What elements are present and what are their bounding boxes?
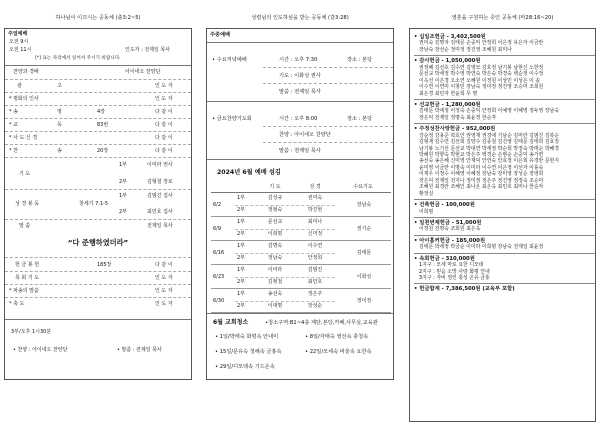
offering-names: 황정실 (419, 190, 434, 197)
weekday-title: 주중예배 (210, 32, 231, 38)
offering-title: • 감사헌금 - 1,050,000원 (414, 58, 481, 65)
wed-word: 말씀 : 전제일 목사 (279, 89, 321, 95)
order-row-d: 다 같 이 (155, 109, 173, 115)
offering-names: 문선교 박세정 박수영 박연숙 박은숙 박경숙 백순정 이수정 (419, 71, 544, 78)
offerings-box (409, 28, 596, 422)
column-weekday-service (206, 0, 394, 424)
offering-names: 김형재 김수연 김선희 김양수 김종철 김진영 김태문 김태희 김효정 (419, 139, 559, 146)
column-sunday-service (4, 0, 192, 424)
scripture-round-2: 2부 (119, 209, 128, 215)
schedule-title: 2024년 6월 예배 섬김 (217, 169, 281, 176)
schedule-head: 수요기도 (353, 183, 373, 190)
offering-section (414, 253, 595, 284)
offering-title: • 일천번제헌금 - 51,000원 (414, 220, 482, 227)
schedule-wednesday: 정미정 (356, 298, 372, 304)
offering-names: 최은경 최민자 한윤희 무 명 (419, 90, 478, 97)
column-offerings (409, 0, 596, 424)
clean-week-3: • 29일/디모데속 기드온속 (215, 364, 275, 370)
offering-names: 박혜원 박향숙 박현교 박은주 백경순 손병순 손중익 송기련 (419, 152, 544, 158)
offering-section (414, 217, 595, 235)
scripture-name-2: 최민호 집사 (147, 209, 173, 215)
schedule-round: 2부 (237, 279, 246, 285)
schedule-prayer: 문선교 (267, 219, 283, 225)
offering-names: 1지구 : 모세 마로 요한 디모데 (419, 262, 484, 269)
offering-title: • 아이홈커헌금 - 185,000원 (414, 237, 486, 244)
schedule-scripture: 정은주 (307, 291, 323, 297)
order-row-d: 인 도 자 (155, 83, 173, 89)
order2-row-c: 185장 (97, 262, 112, 268)
offering-list (414, 32, 595, 295)
scripture-round-1: 1부 (119, 193, 128, 199)
schedule-header-row (211, 182, 391, 192)
schedule-prayer: 김성규 (267, 195, 283, 201)
schedule-date: 6/9 (213, 226, 222, 232)
hymn-leader: 아이네오 찬양단 (125, 69, 161, 75)
order-row-c: 83번 (97, 122, 109, 128)
offering-title: • 주정성찬사랑헌금 - 952,000원 (414, 126, 496, 133)
order2-row-a: * 축 도 (9, 301, 25, 307)
order2-row-d: 인 도 자 (155, 275, 173, 281)
afternoon-service: 3부/오후 1시30분 (11, 329, 52, 335)
order-row-b: 독 (57, 122, 62, 128)
offering-section (414, 32, 595, 55)
schedule-date: 6/23 (213, 274, 225, 280)
offering-names: 권미숙 김명자 김태문 손중익 안정희 이은정 유은자 이금란 (419, 40, 544, 47)
offering-names: 이수연 이연미 이창민 장남숙 정미정 정진영 조승미 조희원 (419, 84, 544, 91)
clean-week-1: • 1일/박태숙 화평속 안내미 (215, 334, 279, 340)
offering-section (414, 55, 595, 99)
wed-service-name: • 수요저녁예배 (212, 57, 247, 63)
schedule-body (211, 193, 391, 313)
fri-praise: 찬양 : 아이네오 찬양단 (279, 132, 331, 138)
clean-title: 6월 교회청소 (213, 319, 249, 326)
schedule-round: 2부 (237, 303, 246, 309)
wed-service-time: 시간 : 오후 7:30 (279, 57, 318, 63)
schedule-round: 1부 (237, 243, 246, 249)
order-row-a: 광 (17, 83, 22, 89)
offering-names: 2지구 : 믿음 소망 사랑 화평 안내 (419, 268, 490, 275)
schedule-group (211, 289, 391, 313)
schedule-group (211, 265, 391, 289)
standing-note: [*] 표는 자리에서 일어서 주시기 바랍니다. (35, 56, 121, 61)
order2-row-d: 인 도 자 (155, 301, 173, 307)
offering-names: 김태문 박세정 박금순 이미라 이희평 장남숙 전제일 최윤정 (419, 244, 544, 251)
schedule-scripture: 장성순 (307, 303, 323, 309)
order-row-a: * 평화의 인사 (9, 96, 39, 102)
service-time-2: 오전 11시 (9, 47, 32, 53)
service-time-1: 오전 9시 (9, 39, 29, 45)
scripture-name-1: 김범진 집사 (147, 193, 173, 199)
offering-names: 장은덕 전제일 정명숙 최윤정 한순자 (419, 114, 497, 121)
col3-header: 영혼을 구원하는 증인 공동체 (마28:16~20) (451, 15, 554, 21)
schedule-group (211, 193, 391, 217)
scripture-ref: 창세기 7:1-5 (79, 201, 109, 207)
order-row-c: 20장 (97, 148, 109, 154)
schedule-head (235, 182, 255, 192)
offering-names: 이재우 이정수 이혜영 이혜정 장남숙 장미영 장성순 장영희 (419, 171, 544, 178)
order2-row-d: 인 도 자 (155, 288, 173, 294)
afternoon-word: • 말씀 : 전제일 목사 (117, 347, 162, 353)
schedule-round: 2부 (237, 207, 246, 213)
offering-names: 장남숙 장선순 정미정 정진영 조혜원 최미나 (419, 46, 512, 53)
clean-note: •청소구역:B1~4층 계단,본당,카페,사무실,교육관 (265, 320, 378, 326)
offering-names: 남기봉 노기선 문선교 박대연 박세정 박순희 박정숙 박태순 박혜경 (419, 145, 559, 152)
schedule-head: 성 경 (309, 183, 321, 190)
offering-names: 이희평 (419, 208, 434, 215)
order2-row-a: 헌 금 봉 헌 (15, 262, 40, 268)
offering-title: • 건축헌금 - 100,000원 (414, 202, 475, 209)
schedule-scripture: 김범진 (307, 267, 323, 273)
offering-names: 강순정 강용준 곽호인 권영재 권경애 기남순 김미란 김범진 김복순 (419, 132, 559, 139)
fri-word: 말씀 : 전제일 목사 (279, 148, 321, 154)
afternoon-praise: • 찬양 : 아이네오 찬양단 (13, 347, 68, 353)
clean-team-1: • 8일/자태숙 영선속 충청속 (305, 334, 369, 340)
schedule-date: 6/2 (213, 202, 222, 208)
order-row-b: 고 (57, 83, 62, 89)
wed-prayer: 기도 : 이화성 권사 (279, 73, 321, 79)
offering-names: 윤미영 이금란 이명숙 이미라 이수연 이은정 이선자 이용숙 (419, 164, 544, 171)
schedule-prayer: 김형철 (267, 279, 283, 285)
prayer-label: 기 도 (19, 171, 31, 177)
wed-service-place: 장소 : 본당 (347, 57, 373, 63)
prayer-round-2: 2부 (119, 179, 128, 185)
prayer-name-2: 김형철 장로 (147, 179, 173, 185)
sunday-service-title: 주일예배 (8, 31, 28, 37)
fri-service-time: 시간 : 오후 8:00 (279, 116, 318, 122)
schedule-round: 1부 (237, 219, 246, 225)
schedule-scripture: 권미숙 (307, 195, 323, 201)
order-row-a: * 교 (9, 122, 18, 128)
order-row-b: 송 (57, 148, 62, 154)
schedule-prayer: 이희평 (267, 231, 283, 237)
schedule-prayer: 이미라 (267, 267, 283, 273)
schedule-wednesday: 장남숙 (356, 202, 372, 208)
clean-team-2: • 22일/모세숙 바울속 요한속 (305, 349, 372, 355)
offering-section (414, 199, 595, 217)
hymn-header: 찬양과 경배 (13, 69, 39, 75)
schedule-scripture: 박진현 (307, 207, 323, 213)
service-presider: 인도자 : 전제일 목사 (125, 47, 171, 53)
schedule-head (211, 182, 235, 192)
schedule-prayer: 정형숙 (267, 207, 283, 213)
offering-section (414, 123, 595, 199)
order2-row-d: 다 같 이 (155, 262, 173, 268)
scripture-label: 성 경 봉 독 (15, 201, 40, 207)
offering-names: 김태문 박세정 이정숙 손중익 안정희 이예영 이혜영 정두영 장남숙 (419, 108, 559, 115)
order-row-a: * 사 도 신 경 (9, 135, 38, 141)
sermon-label: 말 씀 (19, 223, 31, 229)
order-row-a: * 찬 (9, 148, 18, 154)
offering-names: 이옥선 이은경 오소연 오혜원 이정원 이상민 이성은 이 솔 (419, 77, 541, 84)
order-row-d: 인 도 자 (155, 96, 173, 102)
schedule-prayer: 정남숙 (267, 255, 283, 261)
schedule-scripture: 안정희 (307, 255, 323, 261)
schedule-group (211, 241, 391, 265)
schedule-table (211, 182, 391, 193)
sermon-preacher: 전제일 목사 (147, 223, 173, 229)
fri-service-place: 장소 : 본당 (347, 116, 373, 122)
schedule-head: 기 도 (269, 183, 281, 190)
offering-section (414, 283, 595, 294)
schedule-wednesday: 김태문 (356, 250, 372, 256)
offering-names: 조혜원 최경란 조혜인 최나은 최은옥 최민호 최미나 한순자 (419, 184, 544, 191)
weekday-service-box (206, 28, 394, 380)
clean-week-2: • 15일/문유숙 청해속 금홍속 (215, 349, 282, 355)
schedule-prayer: 김명숙 (267, 243, 283, 249)
offering-names: 송선숙 송은혜 신미영 안재덕 안연숙 안효정 이은희 유경란 문현지 (419, 158, 559, 165)
col2-header: 성령님의 인도하심을 받는 공동체 (갈3:28) (251, 15, 349, 21)
schedule-prayer: 송선숙 (267, 291, 283, 297)
col1-header: 하나님이 이끄시는 공동체 (출3:2~5) (55, 15, 141, 21)
offering-section (414, 99, 595, 123)
schedule-scripture: 최민호 (307, 279, 323, 285)
offering-names: 권정혜 김선호 김수연 김영모 김호정 남기봉 남현신 노한정 (419, 64, 544, 71)
schedule-scripture: 최미나 (307, 219, 323, 225)
offering-title: • 헌금합계 - 7,386,500원 (교육부 포함) (414, 286, 515, 293)
order-row-c: 4장 (97, 109, 106, 115)
order-row-d: 다 같 이 (155, 148, 173, 154)
offering-title: • 속회헌금 - 310,000원 (414, 255, 475, 262)
sunday-service-box (4, 28, 192, 380)
offering-title: • 선교헌금 - 1,280,000원 (414, 101, 481, 108)
schedule-round: 1부 (237, 195, 246, 201)
offering-names: 장은덕 전제일 전지나 정미정 정은주 정진영 정정숙 조승미 (419, 177, 544, 184)
schedule-wednesday: 이화성 (356, 274, 372, 280)
schedule-group (211, 217, 391, 241)
order-row-d: 다 같 이 (155, 135, 173, 141)
schedule-prayer: 이대명 (267, 303, 283, 309)
schedule-scripture: 이수연 (307, 243, 323, 249)
sermon-title: “다 준행하였더라” (67, 238, 129, 247)
order-row-a: * 송 (9, 109, 18, 115)
order-row-d: 다 같 이 (155, 122, 173, 128)
schedule-wednesday: 권기순 (356, 226, 372, 232)
schedule-round: 2부 (237, 255, 246, 261)
schedule-round: 1부 (237, 291, 246, 297)
order-row-b: 영 (57, 109, 62, 115)
schedule-date: 6/16 (213, 250, 225, 256)
fri-service-name: • 금요찬양기도회 (212, 116, 252, 122)
schedule-round: 2부 (237, 231, 246, 237)
schedule-scripture: 신미정 (307, 231, 323, 237)
schedule-round: 1부 (237, 267, 246, 273)
order2-row-a: * 파송의 말씀 (9, 288, 39, 294)
prayer-name-1: 이미라 권사 (147, 162, 173, 168)
order2-row-a: 목 회 기 도 (15, 275, 40, 281)
offering-section (414, 235, 595, 253)
prayer-round-1: 1부 (119, 162, 128, 168)
offering-names: 3지구 : 자비 열린 충성 온유 금홍 (419, 275, 490, 281)
offering-title: • 십일조헌금 - 3,402,500원 (414, 34, 486, 40)
offering-names: 이정원 전명숙 조희원 최은옥 (419, 226, 481, 233)
schedule-date: 6/30 (213, 298, 225, 304)
